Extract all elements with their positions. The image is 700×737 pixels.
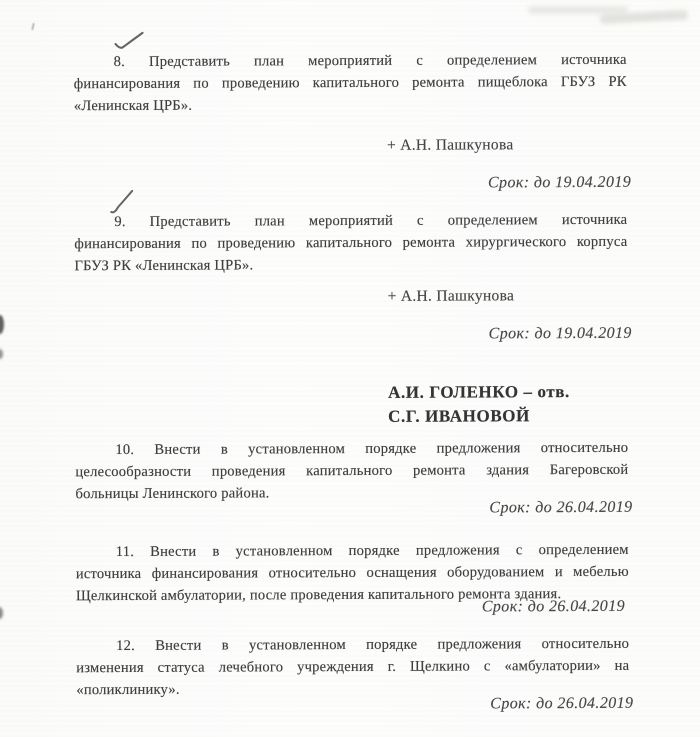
paragraph-line: 12. Внести в установленном порядке предложения относительно — [116, 635, 630, 655]
paragraph-line: 11. Внести в установленном порядке предложения с определением — [115, 541, 629, 561]
paragraph-line: больницы Ленинского района. — [75, 485, 270, 503]
paragraph-line: «поликлинику». — [76, 681, 180, 699]
paragraph-item-10 — [75, 437, 628, 505]
paragraph-item-8 — [74, 49, 627, 117]
paragraph-line: изменения статуса лечебного учреждения г. Щелкино с «амбулатории» на — [76, 657, 630, 677]
responsible-line-1: А.И. ГОЛЕНКО – отв. — [388, 382, 570, 402]
deadline-item10: Срок: до 26.04.2019 — [489, 498, 633, 517]
paragraph-line: источника финансирования относительно оснащения оборудованием и мебелью — [75, 563, 629, 583]
signature-item9: + А.Н. Пашкунова — [387, 287, 515, 305]
signature-item8: + А.Н. Пашкунова — [386, 136, 514, 154]
paragraph-item-9 — [74, 209, 627, 277]
responsible-persons-header — [388, 380, 570, 429]
paragraph-line: 10. Внести в установленном порядке предложения относительно — [115, 439, 629, 459]
responsible-line-2: С.Г. ИВАНОВОЙ — [388, 406, 530, 426]
paragraph-item-12 — [76, 633, 629, 701]
paragraph-line: 9. Представить план мероприятий с определением источника — [114, 211, 628, 231]
deadline-item11: Срок: до 26.04.2019 — [481, 597, 626, 616]
paragraph-item-11 — [76, 539, 629, 607]
deadline-item12: Срок: до 26.04.2019 — [490, 694, 634, 713]
deadline-item8: Срок: до 19.04.2019 — [487, 173, 632, 192]
paragraph-line: ГБУЗ РК «Ленинская ЦРБ». — [74, 257, 254, 275]
paragraph-line: «Ленинская ЦРБ». — [73, 97, 193, 115]
paragraph-line: финансирования по проведению капитального ремонта хирургического корпуса — [74, 233, 628, 253]
paragraph-line: финансирования по проведению капитального ремонта пищеблока ГБУЗ РК — [73, 73, 627, 93]
paragraph-line: 8. Представить план мероприятий с определением источника — [113, 51, 627, 71]
paragraph-line: Щелкинской амбулатории, после проведения капитального ремонта здания. — [75, 586, 562, 605]
paragraph-line: целесообразности проведения капитального ремонта здания Багеровской — [75, 461, 629, 481]
deadline-item9: Срок: до 19.04.2019 — [488, 324, 632, 343]
